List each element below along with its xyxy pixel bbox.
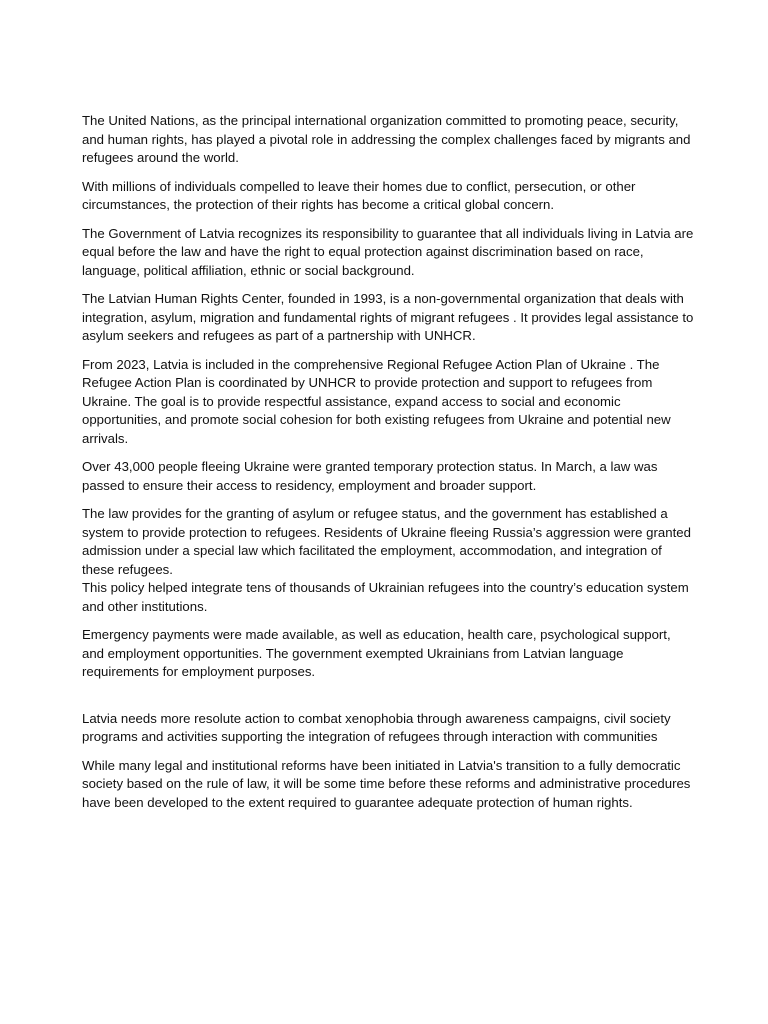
paragraph-integration-policy: This policy helped integrate tens of thousands of Ukrainian refugees into the country’s education system and other institutions. — [82, 580, 689, 614]
paragraph-gap — [82, 692, 696, 710]
paragraph-asylum-law: The law provides for the granting of asylum or refugee status, and the government has established a system to provide protection to refugees. Residents of Ukraine fleeing Russia’s aggression were granted admission under a special law which facilitated the employment, accommodation, and integration of these refugees. — [82, 506, 691, 577]
paragraph-refugee-action-plan: From 2023, Latvia is included in the comprehensive Regional Refugee Action Plan of Ukraine . The Refugee Action Plan is coordinated by UNHCR to provide protection and support to refugees from Ukraine. The goal is to provide respectful assistance, expand access to social and economic opportunities, and promote social cohesion for both existing refugees from Ukraine and potential new arrivals. — [82, 356, 671, 446]
document-body — [82, 112, 696, 822]
paragraph-reforms: While many legal and institutional reforms have been initiated in Latvia's transition to a fully democratic society based on the rule of law, it will be some time before these reforms and administrative procedures have been developed to the extent required to guarantee adequate protection of human rights. — [82, 757, 691, 810]
paragraph-displacement: With millions of individuals compelled to leave their homes due to conflict, persecution, or other circumstances, the protection of their rights has become a critical global concern. — [82, 178, 636, 212]
paragraph-xenophobia: Latvia needs more resolute action to combat xenophobia through awareness campaigns, civil society programs and activities supporting the integration of refugees through interaction with communities — [82, 710, 671, 744]
paragraph-emergency-payments: Emergency payments were made available, as well as education, health care, psychological support, and employment opportunities. The government exempted Ukrainians from Latvian language requirements for employment purposes. — [82, 627, 671, 679]
paragraph-human-rights-center: The Latvian Human Rights Center, founded in 1993, is a non-governmental organization that deals with integration, asylum, migration and fundamental rights of migrant refugees . It provides legal assistance to asylum seekers and refugees as part of a partnership with UNHCR. — [82, 291, 694, 343]
paragraph-temporary-protection: Over 43,000 people fleeing Ukraine were granted temporary protection status. In March, a law was passed to ensure their access to residency, employment and broader support. — [82, 459, 658, 493]
paragraph-un-role: The United Nations, as the principal international organization committed to promoting peace, security, and human rights, has played a pivotal role in addressing the complex challenges faced by migrants and refugees around the world. — [82, 113, 691, 165]
paragraph-latvia-government: The Government of Latvia recognizes its responsibility to guarantee that all individuals living in Latvia are equal before the law and have the right to equal protection against discrimination based on race, language, political affiliation, ethnic or social background. — [82, 225, 694, 278]
